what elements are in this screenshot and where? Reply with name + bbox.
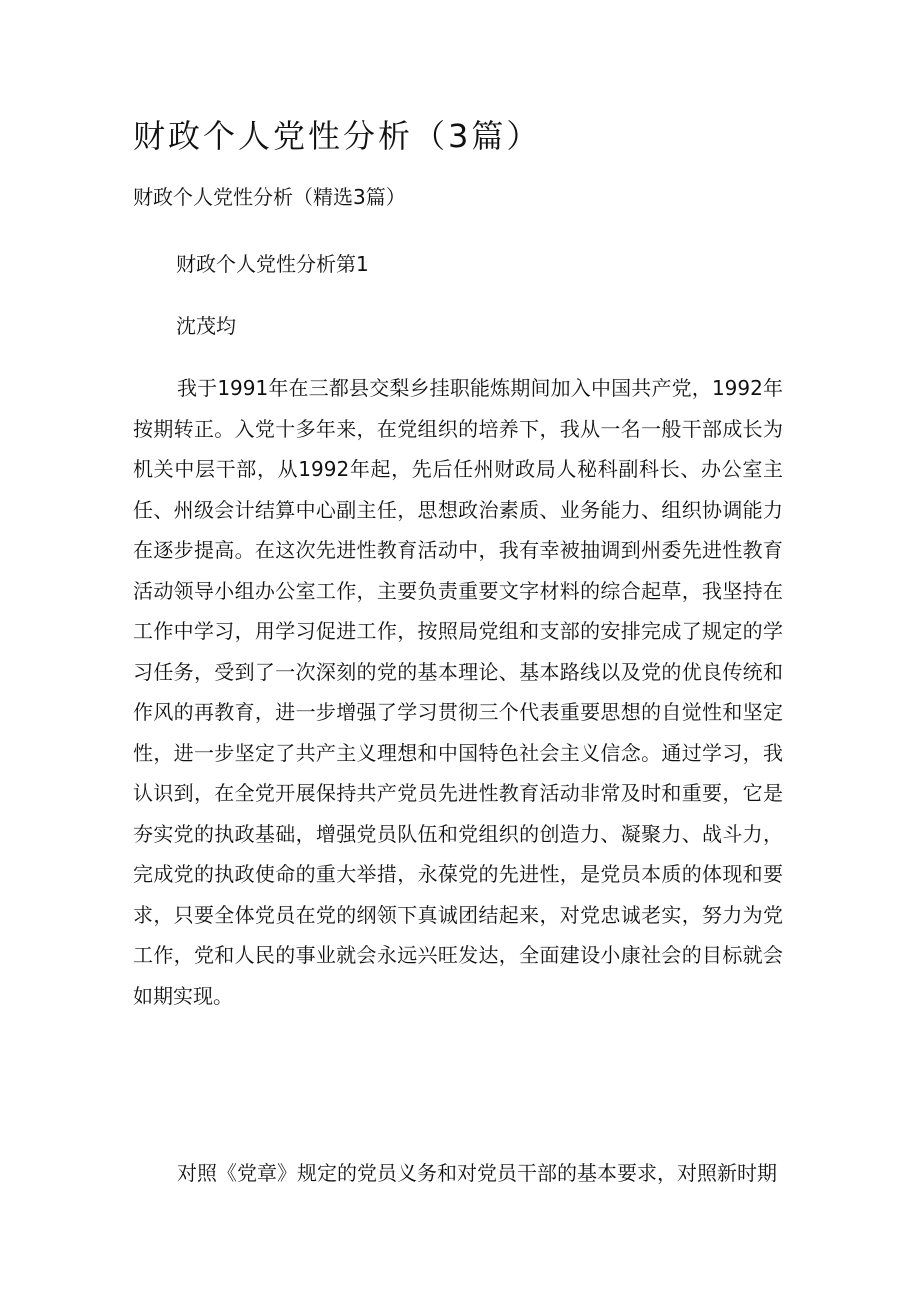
document-title: 财政个人党性分析（3篇） — [133, 117, 542, 155]
body-paragraph-2: 对照《党章》规定的党员义务和对党员干部的基本要求，对照新时期 — [177, 1161, 777, 1185]
section-heading: 财政个人党性分析第1 — [176, 252, 369, 276]
body-paragraph-1: 我于1991年在三都县交梨乡挂职能炼期间加入中国共产党，1992年按期转正。入党十多年来，在党组织的培养下，我从一名一般干部成长为机关中层干部，从1992年起，先后任州财政局人秘科副科长、办公室主任、州级会计结算中心副主任，思想政治素质、业务能力、组织协调能力在逐步提高。在这次先进性教育活动中，我有幸被抽调到州委先进性教育活动领导小组办公室工作，主要负责重要文字材料的综合起草，我坚持在工作中学习，用学习促进工作，按照局党组和支部的安排完成了规定的学习任务，受到了一次深刻的党的基本理论、基本路线以及党的优良传统和作风的再教育，进一步增强了学习贯彻三个代表重要思想的自觉性和坚定性，进一步坚定了共产主义理想和中国特色社会主义信念。通过学习，我认识到，在全党开展保持共产党员先进性教育活动非常及时和重要，它是夯实党的执政基础，增强党员队伍和党组织的创造力、凝聚力、战斗力，完成党的执政使命的重大举措，永葆党的先进性，是党员本质的体现和要求，只要全体党员在党的纲领下真诚团结起来，对党忠诚老实，努力为党工作，党和人民的事业就会永远兴旺发达，全面建设小康社会的目标就会如期实现。 — [133, 376, 783, 1008]
document-subtitle: 财政个人党性分析（精选3篇） — [133, 185, 406, 209]
author-name: 沈茂均 — [176, 314, 236, 338]
